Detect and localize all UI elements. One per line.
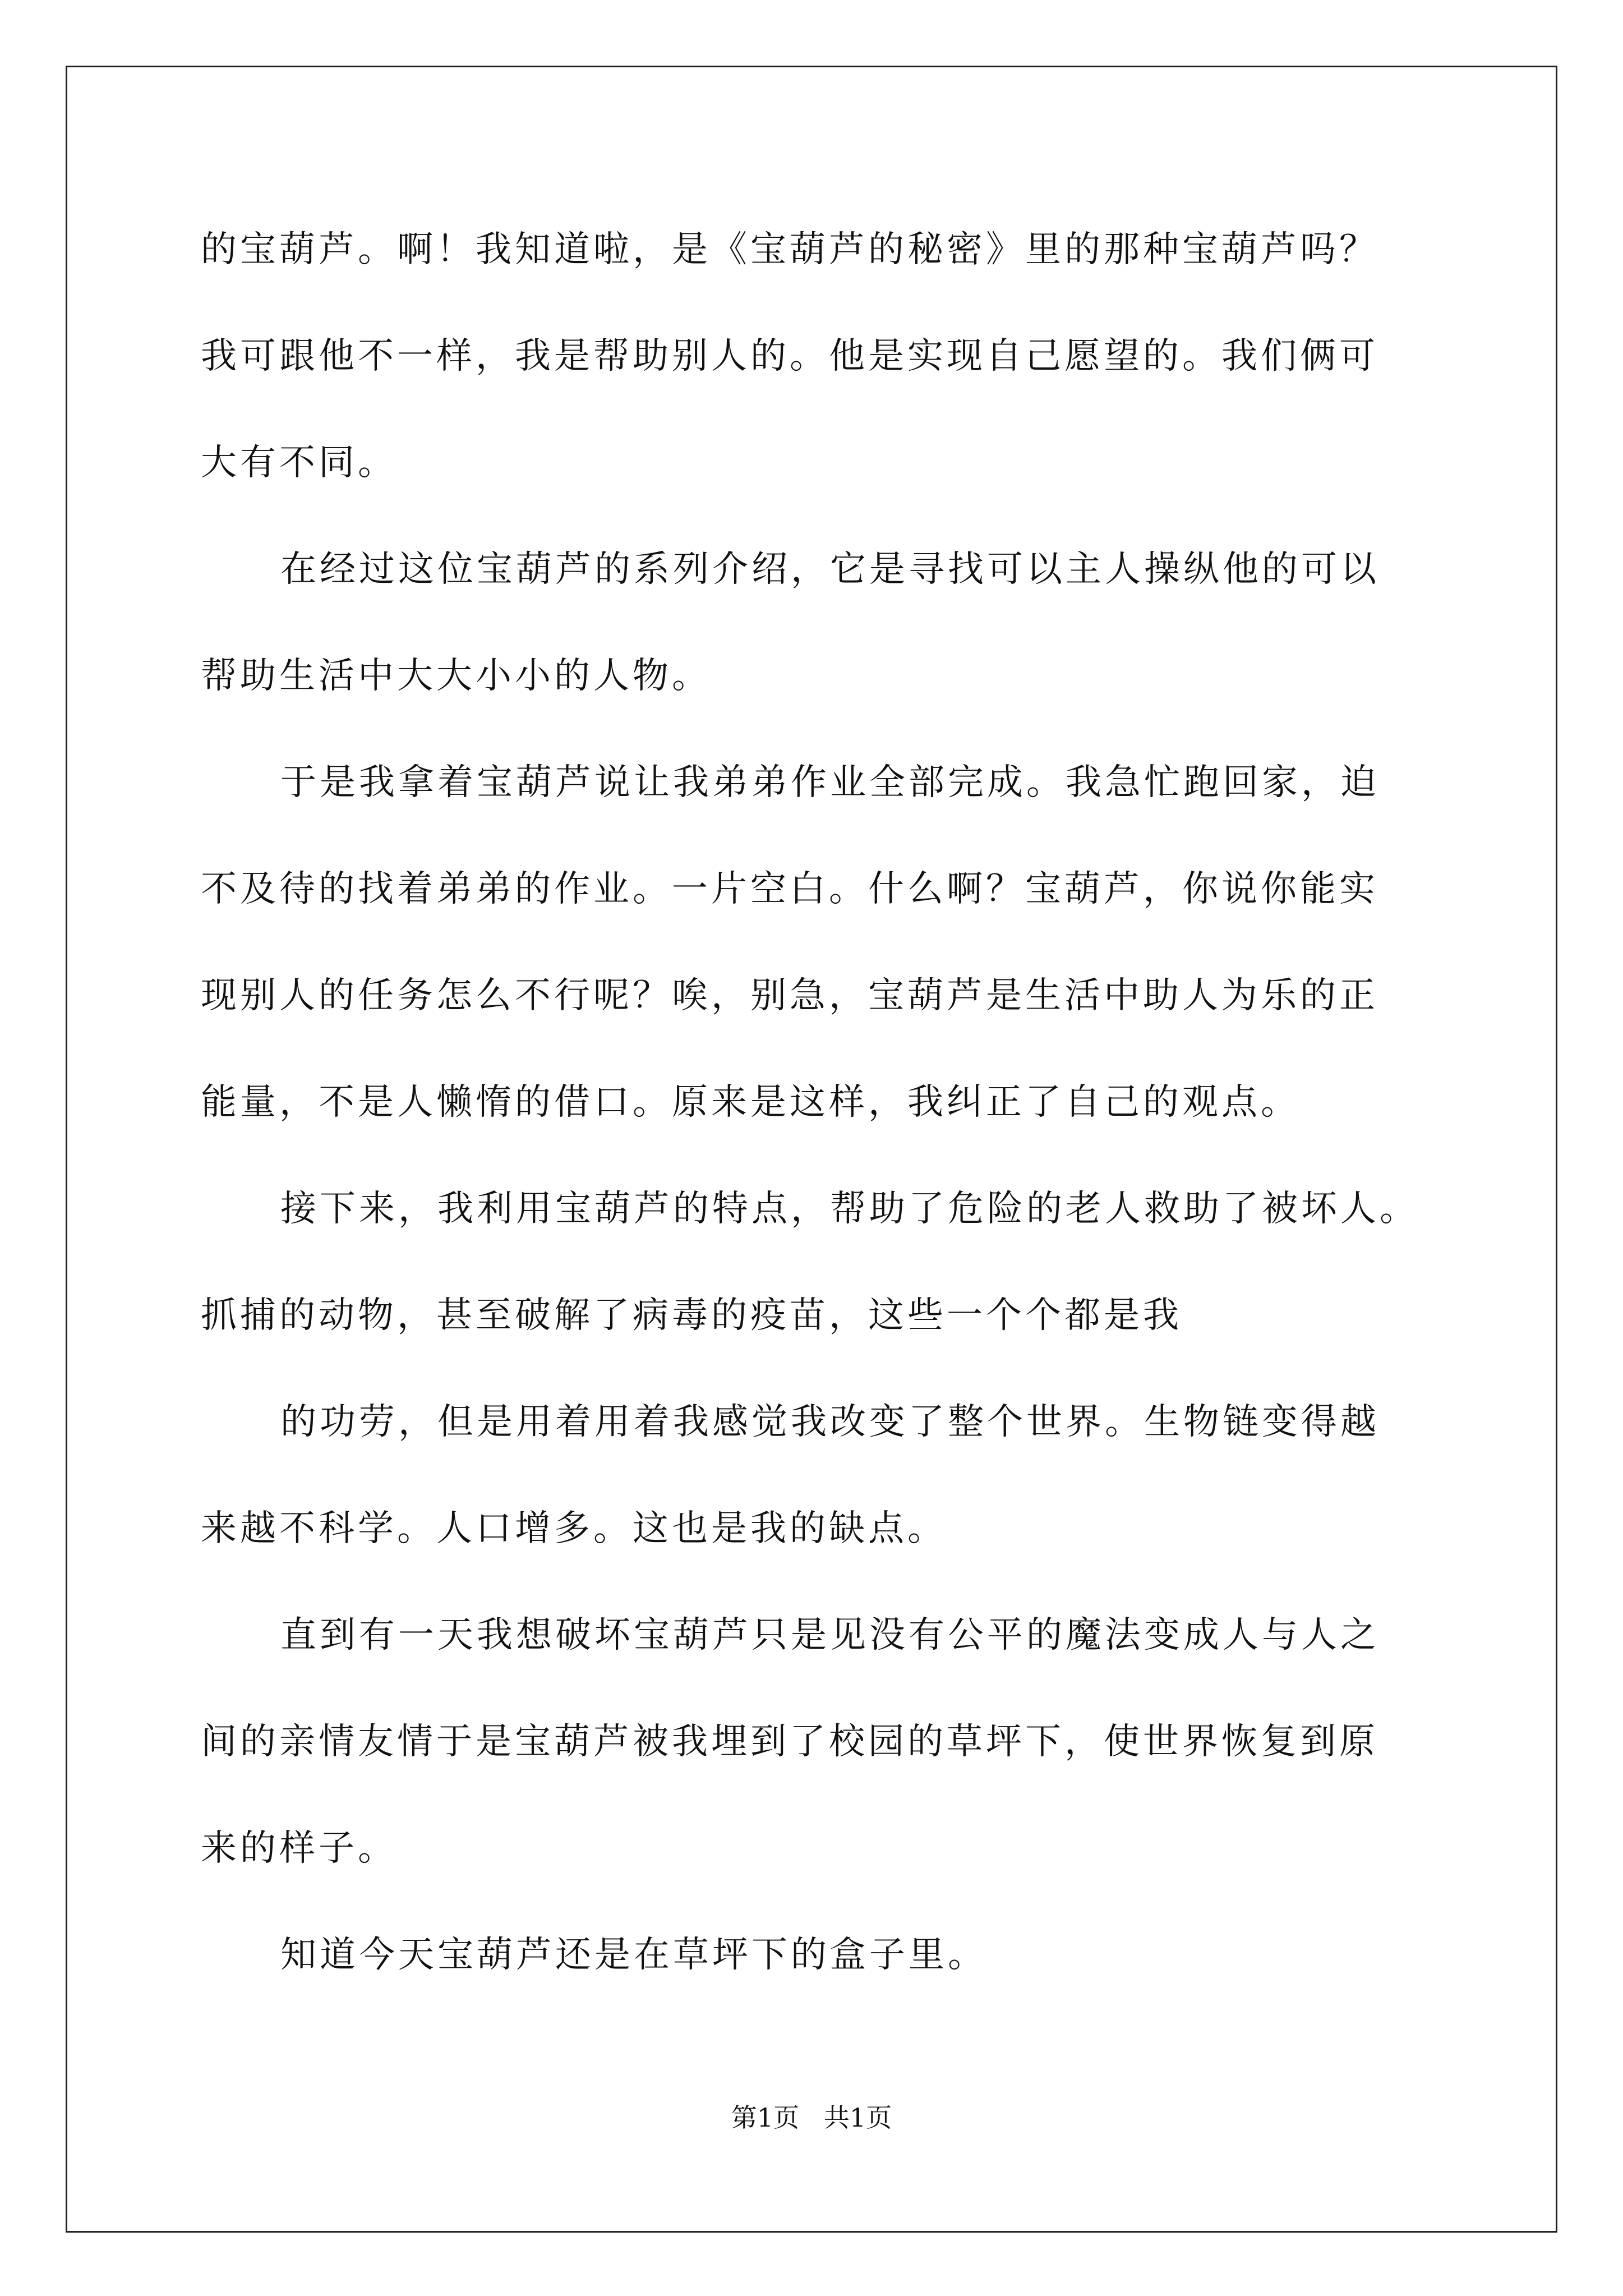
- paragraph-line: 直到有一天我想破坏宝葫芦只是见没有公平的魔法变成人与人之: [280, 1614, 1380, 1656]
- paragraph-line: 我可跟他不一样，我是帮助别人的。他是实现自己愿望的。我们俩可: [201, 335, 1378, 377]
- paragraph-line: 现别人的任务怎么不行呢？唉，别急，宝葫芦是生活中助人为乐的正: [201, 975, 1378, 1016]
- paragraph-line: 来的样子。: [201, 1828, 397, 1869]
- paragraph-line: 在经过这位宝葫芦的系列介绍，它是寻找可以主人操纵他的可以: [280, 549, 1380, 590]
- paragraph-line: 来越不科学。人口增多。这也是我的缺点。: [201, 1508, 947, 1549]
- paragraph-line: 接下来，我利用宝葫芦的特点，帮助了危险的老人救助了被坏人。: [280, 1188, 1419, 1230]
- paragraph-line: 不及待的找着弟弟的作业。一片空白。什么啊？宝葫芦，你说你能实: [201, 868, 1378, 910]
- paragraph-line: 帮助生活中大大小小的人物。: [201, 655, 711, 697]
- paragraph-line: 间的亲情友情于是宝葫芦被我埋到了校园的草坪下，使世界恢复到原: [201, 1721, 1378, 1763]
- paragraph-line: 的功劳，但是用着用着我感觉我改变了整个世界。生物链变得越: [280, 1401, 1380, 1443]
- paragraph-line: 于是我拿着宝葫芦说让我弟弟作业全部完成。我急忙跑回家，迫: [280, 762, 1380, 803]
- paragraph-line: 的宝葫芦。啊！我知道啦，是《宝葫芦的秘密》里的那种宝葫芦吗？: [201, 229, 1378, 270]
- page-border: [66, 66, 1557, 2233]
- paragraph-line: 知道今天宝葫芦还是在草坪下的盒子里。: [280, 1934, 987, 1976]
- paragraph-line: 抓捕的动物，甚至破解了病毒的疫苗，这些一个个都是我: [201, 1295, 1182, 1336]
- page-footer: 第1页 共1页: [731, 2102, 892, 2133]
- paragraph-line: 大有不同。: [201, 442, 397, 484]
- paragraph-line: 能量，不是人懒惰的借口。原来是这样，我纠正了自己的观点。: [201, 1082, 1300, 1123]
